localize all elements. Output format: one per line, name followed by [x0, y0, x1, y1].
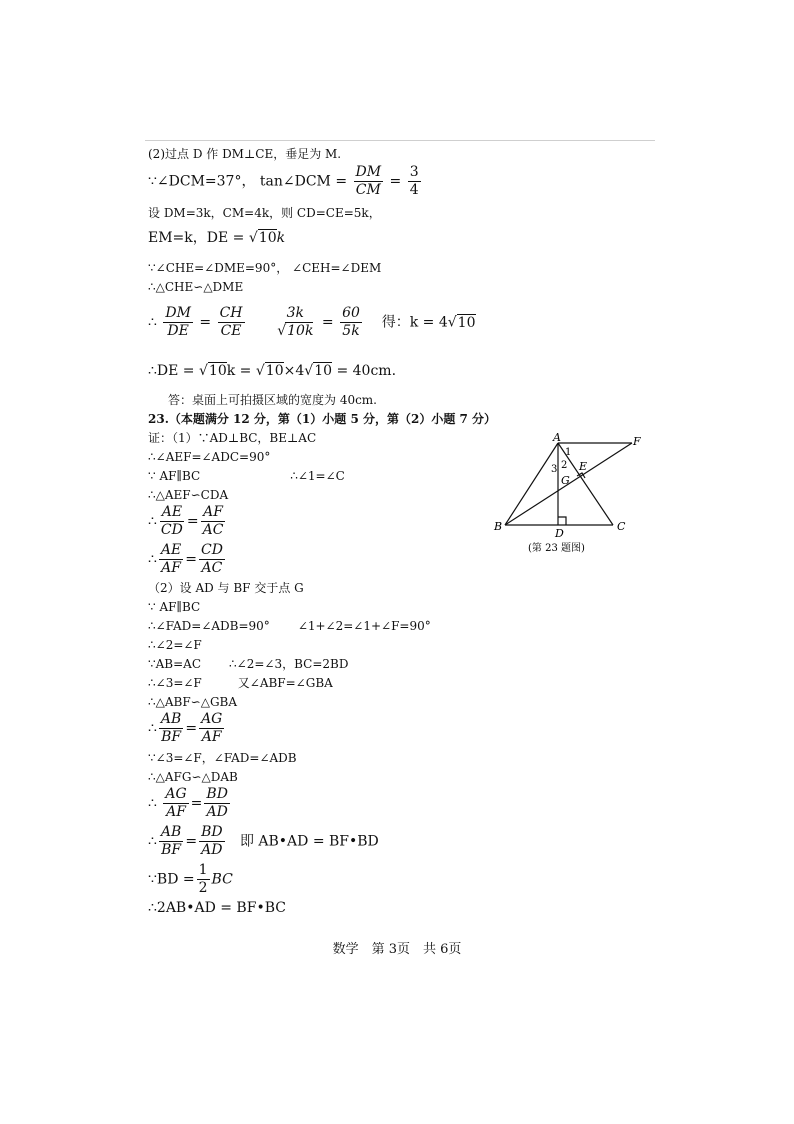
q23-b10: ∴△AFG∽△DAB [148, 770, 238, 784]
label-d: D [555, 527, 564, 540]
label-b: B [494, 520, 503, 533]
label-f: F [633, 435, 641, 448]
angle-label-2: 2 [561, 460, 568, 471]
p2-line-8: ∴DE = √10k = √10×4√10 = 40cm. [148, 363, 397, 379]
p2-line-6: ∴△CHE∽△DME [148, 280, 244, 294]
figure-caption: (第 23 题图) [528, 543, 585, 554]
q23-b1: （2）设 AD 与 BF 交于点 G [148, 581, 304, 595]
q23-a5: ∴ $\frac{AE}{CD}$ = $\frac{AF}{AC}$ [148, 504, 224, 538]
p2-line-1: (2)过点 D 作 DM⊥CE，垂足为 M. [148, 147, 342, 161]
right-angle-mark-d [558, 517, 566, 525]
q23-b2: ∵ AF∥BC [148, 600, 201, 614]
fraction-60-5k: $\frac{60}{5k}$ [342, 305, 360, 339]
angle-label-1: 1 [565, 447, 572, 458]
q23-b4: ∴∠2=∠F [148, 638, 202, 652]
fraction-ch-ce: $\frac{CH}{CE}$ [219, 305, 243, 339]
q23-a3: ∵ AF∥BC ∴∠1=∠C [148, 469, 345, 483]
p2-answer: 答：桌面上可拍摄区域的宽度为 40cm. [168, 393, 377, 407]
label-a: A [553, 431, 561, 444]
q23-b8: ∴ $\frac{AB}{BF}$ = $\frac{AG}{AF}$ [148, 711, 223, 745]
q23-b6: ∴∠3=∠F 又∠ABF=∠GBA [148, 676, 333, 690]
q23-b11: ∴ $\frac{AG}{AF}$ = $\frac{BD}{AD}$ [148, 786, 228, 820]
p2-line-4: EM=k，DE = √10k [148, 230, 286, 246]
fraction-dm-cm: $\frac{DM}{CM}$ [355, 164, 382, 198]
q23-header: 23.（本题满分 12 分，第（1）小题 5 分，第（2）小题 7 分） [148, 412, 497, 426]
q23-a6: ∴ $\frac{AE}{AF}$ = $\frac{CD}{AC}$ [148, 542, 223, 576]
q23-b14: ∴2AB•AD = BF•BC [148, 900, 286, 916]
p2-line-3: 设 DM=3k，CM=4k，则 CD=CE=5k， [148, 206, 381, 220]
q23-b9: ∵∠3=∠F，∠FAD=∠ADB [148, 751, 297, 765]
q23-figure [490, 430, 660, 560]
q23-a1: 证：（1）∵AD⊥BC，BE⊥AC [148, 431, 317, 445]
fraction-3k-sqrt10k: $\frac{3k}{√10k}$ [277, 305, 314, 339]
q23-b7: ∴△ABF∽△GBA [148, 695, 238, 709]
page-footer: 数学 第 3页 共 6页 [332, 942, 462, 957]
q23-b12: ∴ $\frac{AB}{BF}$ = $\frac{BD}{AD}$ 即 AB•AD = BF•BD [148, 824, 379, 858]
angle-label-3: 3 [551, 464, 558, 475]
q23-b5: ∵AB=AC ∴∠2=∠3，BC=2BD [148, 657, 349, 671]
q23-a4: ∴△AEF∽CDA [148, 488, 229, 502]
q23-b13: ∵BD = $\frac{1}{2}$ BC [148, 862, 233, 896]
label-e: E [579, 460, 588, 473]
p2-line-5: ∵∠CHE=∠DME=90°， ∠CEH=∠DEM [148, 261, 382, 275]
fraction-dm-de: $\frac{DM}{DE}$ [165, 305, 191, 339]
label-g: G [561, 474, 570, 487]
label-c: C [617, 520, 626, 533]
header-rule [145, 140, 655, 141]
p2-line-7: ∴ $\frac{DM}{DE}$ = $\frac{CH}{CE}$ $\frac{3k}{√10k}$ = $\frac{60}{5k}$ 得：k = 4√10 [148, 305, 476, 339]
q23-b3: ∴∠FAD=∠ADB=90° ∠1+∠2=∠1+∠F=90° [148, 619, 431, 633]
segment-ab [505, 443, 558, 525]
q23-a2: ∴∠AEF=∠ADC=90° [148, 450, 271, 464]
p2-line-2: ∵∠DCM=37°， tan∠DCM = $\frac{DM}{CM}$ = $\frac{3}{4}$ [148, 164, 419, 198]
fraction-3-4: $\frac{3}{4}$ [409, 164, 419, 198]
